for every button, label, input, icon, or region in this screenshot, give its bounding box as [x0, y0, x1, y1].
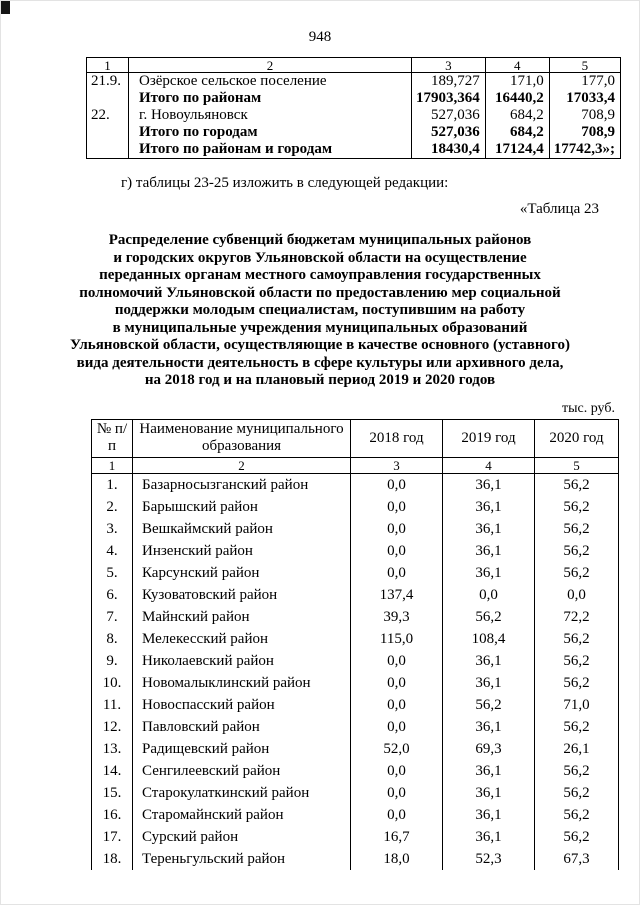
row-name: Итого по районам — [129, 90, 412, 107]
scan-artifact — [1, 1, 10, 14]
value-2019: 69,3 — [443, 738, 535, 760]
row-number: 13. — [92, 738, 133, 760]
total-row — [87, 124, 621, 141]
row-number — [87, 124, 129, 141]
table-row — [92, 562, 619, 584]
value-2018: 115,0 — [351, 628, 443, 650]
table-row — [92, 606, 619, 628]
municipality-name: Мелекесский район — [133, 628, 351, 650]
value-2019: 36,1 — [443, 672, 535, 694]
total-row — [87, 141, 621, 159]
municipality-name: Кузоватовский район — [133, 584, 351, 606]
value-2019: 36,1 — [443, 804, 535, 826]
value-2019: 36,1 — [443, 518, 535, 540]
column-numbers-row — [87, 58, 621, 73]
value-col-5: 177,0 — [549, 73, 620, 91]
row-number: 16. — [92, 804, 133, 826]
value-2020: 56,2 — [535, 804, 619, 826]
value-2018: 0,0 — [351, 716, 443, 738]
value-2020: 56,2 — [535, 518, 619, 540]
row-number: 22. — [87, 107, 129, 124]
table-row — [92, 518, 619, 540]
value-2020: 72,2 — [535, 606, 619, 628]
municipality-name: Вешкаймский район — [133, 518, 351, 540]
row-number: 1. — [92, 473, 133, 496]
row-number: 17. — [92, 826, 133, 848]
value-2018: 16,7 — [351, 826, 443, 848]
value-2018: 0,0 — [351, 650, 443, 672]
value-2019: 108,4 — [443, 628, 535, 650]
title-line: Распределение субвенций бюджетам муниципальных районов — [108, 232, 532, 248]
budget-totals-table — [86, 57, 621, 159]
row-number: 12. — [92, 716, 133, 738]
header-municipality: Наименование муниципального образования — [133, 419, 351, 457]
column-number: 2 — [129, 58, 412, 73]
row-number: 11. — [92, 694, 133, 716]
value-col-3: 18430,4 — [412, 141, 486, 159]
row-name: Озёрское сельское поселение — [129, 73, 412, 91]
municipality-name: Радищевский район — [133, 738, 351, 760]
value-col-3: 189,727 — [412, 73, 486, 91]
column-number: 2 — [133, 457, 351, 473]
column-number: 1 — [87, 58, 129, 73]
value-2019: 36,1 — [443, 562, 535, 584]
row-number: 7. — [92, 606, 133, 628]
row-number: 10. — [92, 672, 133, 694]
units-label: тыс. руб. — [562, 400, 615, 416]
municipality-name: Барышский район — [133, 496, 351, 518]
municipality-name: Старокулаткинский район — [133, 782, 351, 804]
title-line: полномочий Ульяновской области по предоставлению мер социальной — [79, 284, 561, 301]
table-row — [92, 672, 619, 694]
amendment-text: г) таблицы 23-25 изложить в следующей редакции: — [121, 175, 449, 191]
value-col-4: 684,2 — [485, 107, 549, 124]
value-2020: 56,2 — [535, 473, 619, 496]
municipality-name: Базарносызганский район — [133, 473, 351, 496]
value-2019: 56,2 — [443, 606, 535, 628]
value-col-5: 17033,4 — [549, 90, 620, 107]
table-row — [92, 473, 619, 496]
row-name: Итого по городам — [129, 124, 412, 141]
value-2018: 0,0 — [351, 782, 443, 804]
value-2020: 56,2 — [535, 540, 619, 562]
header-row-number: № п/п — [92, 419, 133, 457]
value-2019: 52,3 — [443, 848, 535, 870]
value-2018: 0,0 — [351, 760, 443, 782]
title-line: вида деятельности деятельность в сфере культуры или архивного дела, — [76, 354, 564, 371]
municipality-name: Новомалыклинский район — [133, 672, 351, 694]
row-number: 6. — [92, 584, 133, 606]
row-number: 5. — [92, 562, 133, 584]
row-number: 14. — [92, 760, 133, 782]
title-line: переданных органам местного самоуправления государственных — [99, 267, 541, 283]
table-row — [87, 73, 621, 91]
value-2018: 137,4 — [351, 584, 443, 606]
value-2018: 0,0 — [351, 804, 443, 826]
municipality-name: Старомайнский район — [133, 804, 351, 826]
table-row — [92, 694, 619, 716]
value-col-5: 708,9 — [549, 124, 620, 141]
value-2019: 36,1 — [443, 473, 535, 496]
value-col-3: 17903,364 — [412, 90, 486, 107]
value-2020: 56,2 — [535, 672, 619, 694]
row-number: 9. — [92, 650, 133, 672]
table-row — [92, 804, 619, 826]
table-row — [92, 826, 619, 848]
municipality-name: Инзенский район — [133, 540, 351, 562]
title-line: в муниципальные учреждения муниципальных образований — [112, 319, 528, 336]
table-row — [92, 540, 619, 562]
row-number: 18. — [92, 848, 133, 870]
row-name: Итого по районам и городам — [129, 141, 412, 159]
table-row — [92, 848, 619, 870]
table-row — [92, 584, 619, 606]
value-col-4: 684,2 — [485, 124, 549, 141]
table-row — [87, 107, 621, 124]
row-number — [87, 90, 129, 107]
value-2018: 0,0 — [351, 694, 443, 716]
table-label: «Таблица 23 — [519, 201, 599, 217]
value-2019: 36,1 — [443, 650, 535, 672]
value-2019: 56,2 — [443, 694, 535, 716]
column-number: 1 — [92, 457, 133, 473]
value-col-3: 527,036 — [412, 124, 486, 141]
municipality-name: Николаевский район — [133, 650, 351, 672]
value-2018: 0,0 — [351, 672, 443, 694]
table-row — [92, 650, 619, 672]
value-2020: 56,2 — [535, 496, 619, 518]
column-number: 4 — [485, 58, 549, 73]
column-number: 3 — [351, 457, 443, 473]
value-2020: 56,2 — [535, 716, 619, 738]
column-number: 3 — [412, 58, 486, 73]
value-2018: 0,0 — [351, 562, 443, 584]
title-line: Ульяновской области, осуществляющие в качестве основного (уставного) — [70, 337, 570, 353]
value-2018: 0,0 — [351, 496, 443, 518]
column-number: 4 — [443, 457, 535, 473]
value-col-3: 527,036 — [412, 107, 486, 124]
title-line: на 2018 год и на плановый период 2019 и 2020 годов — [144, 372, 496, 388]
municipality-name: Павловский район — [133, 716, 351, 738]
value-2020: 56,2 — [535, 826, 619, 848]
value-2020: 56,2 — [535, 562, 619, 584]
row-number: 8. — [92, 628, 133, 650]
municipality-name: Карсунский район — [133, 562, 351, 584]
value-2020: 0,0 — [535, 584, 619, 606]
column-number: 5 — [549, 58, 620, 73]
value-2019: 0,0 — [443, 584, 535, 606]
value-col-4: 17124,4 — [485, 141, 549, 159]
row-number — [87, 141, 129, 159]
subventions-table — [91, 419, 619, 870]
value-col-4: 16440,2 — [485, 90, 549, 107]
value-2019: 36,1 — [443, 760, 535, 782]
value-2020: 56,2 — [535, 782, 619, 804]
value-2019: 36,1 — [443, 496, 535, 518]
row-name: г. Новоульяновск — [129, 107, 412, 124]
value-2020: 71,0 — [535, 694, 619, 716]
value-2020: 26,1 — [535, 738, 619, 760]
municipality-name: Майнский район — [133, 606, 351, 628]
municipality-name: Тереньгульский район — [133, 848, 351, 870]
value-2020: 56,2 — [535, 760, 619, 782]
title-line: и городских округов Ульяновской области на осуществление — [113, 249, 527, 266]
value-2019: 36,1 — [443, 540, 535, 562]
value-col-4: 171,0 — [485, 73, 549, 91]
header-row — [92, 419, 619, 457]
row-number: 15. — [92, 782, 133, 804]
value-2019: 36,1 — [443, 782, 535, 804]
header-year-2018: 2018 год — [351, 419, 443, 457]
document-title — [1, 232, 639, 390]
value-2018: 52,0 — [351, 738, 443, 760]
table-row — [92, 496, 619, 518]
page-number: 948 — [308, 29, 332, 45]
value-2018: 0,0 — [351, 473, 443, 496]
column-numbers-row — [92, 457, 619, 473]
value-2018: 39,3 — [351, 606, 443, 628]
table-row — [92, 716, 619, 738]
value-2018: 0,0 — [351, 518, 443, 540]
value-2020: 56,2 — [535, 650, 619, 672]
municipality-name: Сенгилеевский район — [133, 760, 351, 782]
value-col-5: 17742,3»; — [549, 141, 620, 159]
row-number: 3. — [92, 518, 133, 540]
total-row — [87, 90, 621, 107]
header-year-2020: 2020 год — [535, 419, 619, 457]
value-2018: 18,0 — [351, 848, 443, 870]
municipality-name: Новоспасский район — [133, 694, 351, 716]
value-2020: 56,2 — [535, 628, 619, 650]
table-row — [92, 628, 619, 650]
value-2018: 0,0 — [351, 540, 443, 562]
value-2019: 36,1 — [443, 716, 535, 738]
table-row — [92, 782, 619, 804]
value-2020: 67,3 — [535, 848, 619, 870]
row-number: 21.9. — [87, 73, 129, 91]
title-line: поддержки молодым специалистам, поступившим на работу — [114, 302, 526, 318]
header-year-2019: 2019 год — [443, 419, 535, 457]
row-number: 2. — [92, 496, 133, 518]
row-number: 4. — [92, 540, 133, 562]
table-row — [92, 760, 619, 782]
value-2019: 36,1 — [443, 826, 535, 848]
table-row — [92, 738, 619, 760]
municipality-name: Сурский район — [133, 826, 351, 848]
column-number: 5 — [535, 457, 619, 473]
value-col-5: 708,9 — [549, 107, 620, 124]
